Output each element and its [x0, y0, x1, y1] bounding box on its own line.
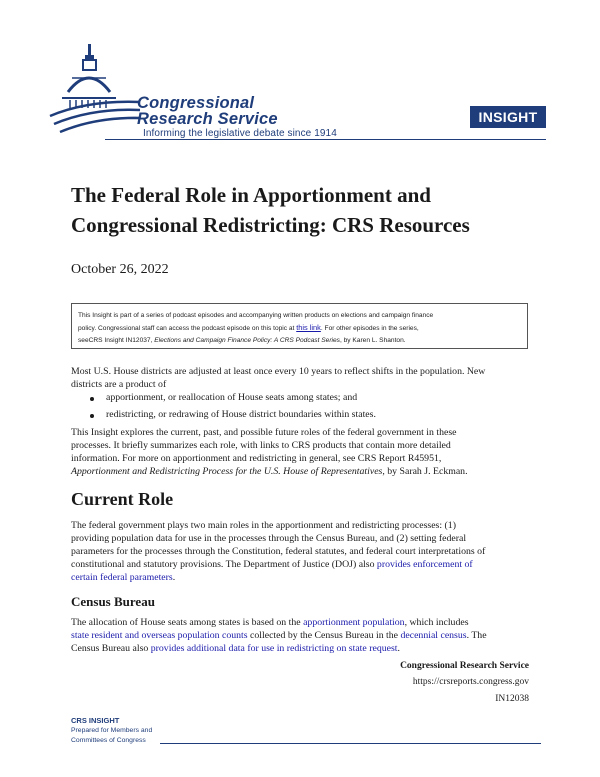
series-note-box — [71, 303, 528, 349]
census-line3 — [71, 642, 541, 655]
org-name-line2: Research Service — [137, 110, 278, 128]
intro-paragraph-2 — [71, 426, 541, 478]
report-title: Apportionment and Redistricting Process for the U.S. House of Representatives — [71, 466, 383, 477]
prepared-line2: Committees of Congress — [71, 737, 146, 744]
note-line-2-text: policy. Congressional staff can access the podcast episode on this topic at — [78, 325, 297, 332]
note-line-2-tail: . For other episodes in the series, — [320, 325, 419, 332]
current-role-line5-tail: . — [172, 572, 176, 583]
intro-p2-line1: This Insight explores the current, past, and possible future roles of the federal government in these — [71, 427, 457, 438]
census-line1-text: The allocation of House seats among states is based on the — [71, 617, 304, 628]
bullet-apportionment: apportionment, or reallocation of House seats among states; and — [106, 392, 358, 403]
note-line-3 — [78, 335, 521, 347]
podcast-link[interactable]: this link — [296, 323, 321, 332]
header-divider — [105, 139, 546, 140]
census-line3-tail: . — [397, 643, 400, 654]
apportionment-population-link[interactable]: apportionment population — [303, 617, 405, 628]
census-line1 — [71, 616, 541, 629]
census-line1-tail: , which includes — [404, 617, 469, 628]
document-date: October 26, 2022 — [71, 262, 169, 277]
census-line2-tail: . The — [466, 630, 487, 641]
org-name — [137, 95, 377, 127]
note-line-2 — [78, 322, 521, 335]
intro-paragraph-1 — [71, 365, 541, 391]
census-line2 — [71, 629, 541, 642]
org-tagline: Informing the legislative debate since 1914 — [143, 128, 337, 139]
current-role-line4-text: constitutional and statutory provisions. The Department of Justice (DOJ) also — [71, 559, 377, 570]
footer-crs-insight: CRS INSIGHT — [71, 716, 120, 725]
intro-p2-line3: information. For more on apportionment and redistricting in general, see CRS Report R45951, — [71, 453, 442, 464]
footer-org-name: Congressional Research Service — [400, 661, 529, 671]
intro-p1-line1: Most U.S. House districts are adjusted at least once every 10 years to reflect shifts in the population. New — [71, 366, 486, 377]
bullet-redistricting: redistricting, or redrawing of House district boundaries within states. — [106, 409, 376, 420]
note-line-3-text: seeCRS Insight IN12037, — [78, 337, 155, 344]
heading-census-bureau: Census Bureau — [71, 594, 155, 609]
census-line3-text: Census Bureau also — [71, 643, 151, 654]
intro-p2-line2: processes. It briefly summarizes each role, with links to CRS products that contain more detailed — [71, 440, 451, 451]
title-line-1: The Federal Role in Apportionment and — [71, 183, 431, 207]
decennial-census-link[interactable]: decennial census — [400, 630, 467, 641]
intro-p2-line4 — [71, 465, 541, 478]
footer-product-id: IN12038 — [495, 694, 529, 704]
heading-current-role: Current Role — [71, 489, 174, 509]
doj-enforcement-link[interactable]: provides enforcement of — [376, 559, 473, 570]
bullet-dot-icon — [90, 397, 94, 401]
podcast-series-title: Elections and Campaign Finance Policy: A CRS Podcast Series — [154, 337, 340, 344]
org-name-line1: Congressional — [137, 94, 255, 112]
intro-p1-line2: districts are a product of — [71, 379, 167, 390]
current-role-line5 — [71, 571, 541, 584]
footer-url-link[interactable]: https://crsreports.congress.gov — [412, 677, 529, 687]
insight-badge: INSIGHT — [470, 106, 546, 128]
current-role-line3: parameters for the processes through the Constitution, federal statutes, and federal court interpretations of — [71, 546, 486, 557]
bullet-dot-icon — [90, 414, 94, 418]
current-role-paragraph — [71, 519, 541, 584]
current-role-line1: The federal government plays two main roles in the apportionment and redistricting processes: (1) — [71, 520, 456, 531]
title-line-2: Congressional Redistricting: CRS Resources — [71, 213, 470, 237]
document-title — [71, 180, 541, 240]
note-line-1: This Insight is part of a series of podcast episodes and accompanying written products on elections and campaign finance — [78, 312, 434, 319]
federal-parameters-link[interactable]: certain federal parameters — [71, 572, 173, 583]
current-role-line4 — [71, 558, 541, 571]
current-role-line2: providing population data for use in the processes through the Census Bureau, and (2) setting federal — [71, 533, 467, 544]
prepared-line1: Prepared for Members and — [71, 727, 153, 734]
footer-divider — [160, 743, 541, 744]
census-line2-text: collected by the Census Bureau in the — [247, 630, 401, 641]
note-line-3-tail: , by Karen L. Shanton. — [339, 337, 406, 344]
census-paragraph — [71, 616, 541, 655]
redistricting-data-link[interactable]: provides additional data for use in redistricting on state request — [150, 643, 398, 654]
intro-p2-line4-tail: , by Sarah J. Eckman. — [382, 466, 468, 477]
population-counts-link[interactable]: state resident and overseas population counts — [71, 630, 248, 641]
